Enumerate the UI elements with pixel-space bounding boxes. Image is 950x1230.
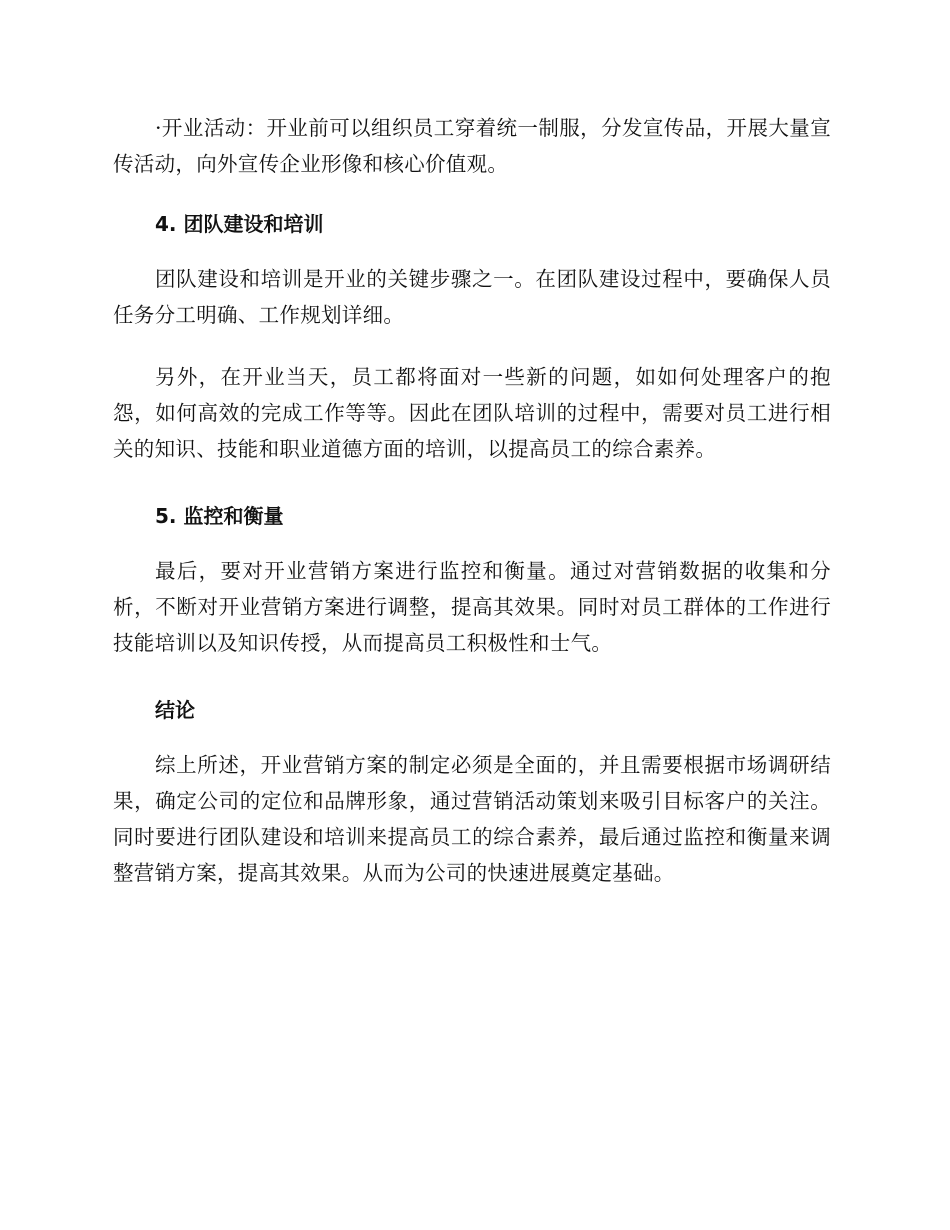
- heading-conclusion: 结论: [155, 698, 195, 722]
- heading-monitoring: 5. 监控和衡量: [155, 504, 284, 528]
- paragraph-conclusion: 综上所述，开业营销方案的制定必须是全面的，并且需要根据市场调研结果，确定公司的定位和品牌形象，通过营销活动策划来吸引目标客户的关注。同时要进行团队建设和培训来提高员工的综合素养，最后通过监控和衡量来调整营销方案，提高其效果。从而为公司的快速进展奠定基础。: [113, 753, 831, 885]
- paragraph-monitoring: 最后，要对开业营销方案进行监控和衡量。通过对营销数据的收集和分析，不断对开业营销方案进行调整，提高其效果。同时对员工群体的工作进行技能培训以及知识传授，从而提高员工积极性和士气。: [113, 559, 831, 655]
- heading-team-building: 4. 团队建设和培训: [155, 212, 324, 236]
- paragraph-opening-activities: ·开业活动：开业前可以组织员工穿着统一制服，分发宣传品，开展大量宣传活动，向外宣传企业形像和核心价值观。: [113, 116, 831, 176]
- paragraph-team-building: 团队建设和培训是开业的关键步骤之一。在团队建设过程中，要确保人员任务分工明确、工作规划详细。: [113, 267, 831, 327]
- paragraph-training: 另外，在开业当天，员工都将面对一些新的问题，如如何处理客户的抱怨，如何高效的完成工作等等。因此在团队培训的过程中，需要对员工进行相关的知识、技能和职业道德方面的培训，以提高员工的综合素养。: [113, 365, 831, 461]
